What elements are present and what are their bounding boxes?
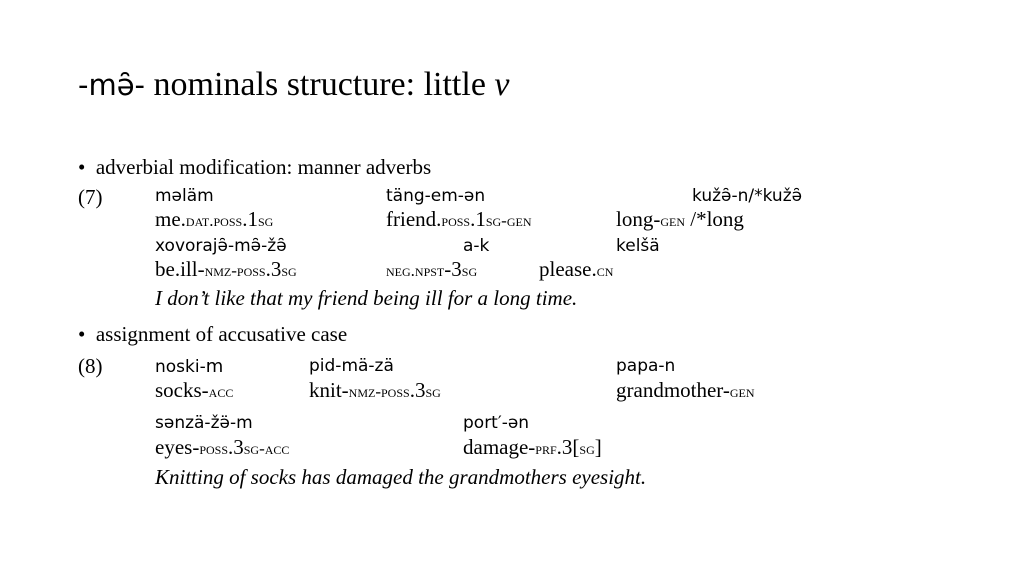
ex7-gloss-2 <box>386 207 532 232</box>
gloss-text: socks- <box>155 378 209 402</box>
ex8-gloss-2 <box>309 378 441 403</box>
ex7-gloss-1 <box>155 207 273 232</box>
slide-title <box>78 66 510 104</box>
word-suffix: m <box>205 356 224 377</box>
title-prefix: -mə̑- <box>78 68 146 102</box>
gloss-smallcaps: sg <box>461 261 478 280</box>
ex7-word-1: məläm <box>155 186 214 206</box>
gloss-smallcaps: dat.poss <box>185 211 243 230</box>
word-stem: noski- <box>155 357 206 377</box>
gloss-text: damage- <box>463 435 536 459</box>
gloss-smallcaps: sg <box>281 261 297 280</box>
gloss-smallcaps: acc <box>208 382 234 401</box>
ex8-word-4: sənzä-žə̈-m <box>155 413 253 433</box>
gloss-smallcaps: sg <box>257 211 274 230</box>
title-italic: v <box>494 66 510 103</box>
gloss-text: /*long <box>685 207 744 231</box>
gloss-smallcaps: gen <box>729 382 755 401</box>
gloss-text: ] <box>594 435 602 459</box>
ex8-word-5: port′-ən <box>463 413 530 433</box>
gloss-text: .3 <box>228 435 244 459</box>
ex8-word-1 <box>155 356 223 377</box>
ex7-gloss-3 <box>616 207 744 232</box>
gloss-smallcaps: poss <box>199 439 228 458</box>
gloss-smallcaps: sg <box>425 382 441 401</box>
gloss-text: long- <box>616 207 661 231</box>
gloss-text: .3 <box>265 257 282 281</box>
bullet-adverbial <box>78 155 431 180</box>
example-number-7: (7) <box>78 185 103 209</box>
ex7-gloss-5 <box>386 257 477 282</box>
gloss-smallcaps: cn <box>596 261 614 280</box>
title-main: nominals structure: little <box>153 66 495 103</box>
ex8-word-2: pid-mä-zä <box>309 356 394 376</box>
bullet-text: adverbial modification: manner adverbs <box>95 155 432 179</box>
ex8-gloss-5 <box>463 435 602 460</box>
gloss-smallcaps: sg-acc <box>243 439 290 458</box>
gloss-text: knit- <box>309 378 349 402</box>
gloss-text: .3 <box>409 378 426 402</box>
ex7-word-6: kelšä <box>616 236 660 256</box>
gloss-text: eyes- <box>155 435 200 459</box>
gloss-text: friend. <box>386 207 442 231</box>
ex7-word-3: kužə̑-n/*kužə̑ <box>692 186 803 206</box>
gloss-text: -3 <box>444 257 462 281</box>
gloss-smallcaps: nmz-poss <box>204 261 266 280</box>
ex7-word-4: xovorajə̑-mə̑-žə̑ <box>155 236 287 256</box>
bullet-text: assignment of accusative case <box>95 322 348 346</box>
gloss-smallcaps: sg-gen <box>485 211 532 230</box>
gloss-smallcaps: poss <box>441 211 471 230</box>
gloss-text: me. <box>155 207 186 231</box>
ex7-word-5: a-k <box>463 236 490 256</box>
ex7-gloss-4 <box>155 257 297 282</box>
gloss-smallcaps: neg.npst <box>386 261 445 280</box>
bullet-dot: • <box>78 322 86 346</box>
ex7-translation: I don’t like that my friend being ill for a long time. <box>155 286 578 310</box>
ex7-word-2: täng-em-ən <box>386 186 486 206</box>
gloss-smallcaps: gen <box>660 211 685 230</box>
gloss-text: be.ill- <box>155 257 205 281</box>
gloss-text: .1 <box>470 207 486 231</box>
bullet-dot: • <box>78 155 86 179</box>
ex8-gloss-1 <box>155 378 233 403</box>
gloss-text: please. <box>539 257 597 281</box>
gloss-smallcaps: nmz-poss <box>348 382 410 401</box>
gloss-smallcaps: sg <box>579 439 595 458</box>
ex8-word-3: papa-n <box>616 356 676 376</box>
ex8-gloss-3 <box>616 378 755 403</box>
gloss-text: .3[ <box>556 435 580 459</box>
gloss-smallcaps: prf <box>535 439 557 458</box>
ex8-translation: Knitting of socks has damaged the grandmothers eyesight. <box>155 465 647 489</box>
gloss-text: .1 <box>242 207 258 231</box>
ex7-gloss-6 <box>539 257 613 282</box>
bullet-accusative <box>78 322 347 347</box>
example-number-8: (8) <box>78 354 103 378</box>
gloss-text: grandmother- <box>616 378 730 402</box>
ex8-gloss-4 <box>155 435 289 460</box>
